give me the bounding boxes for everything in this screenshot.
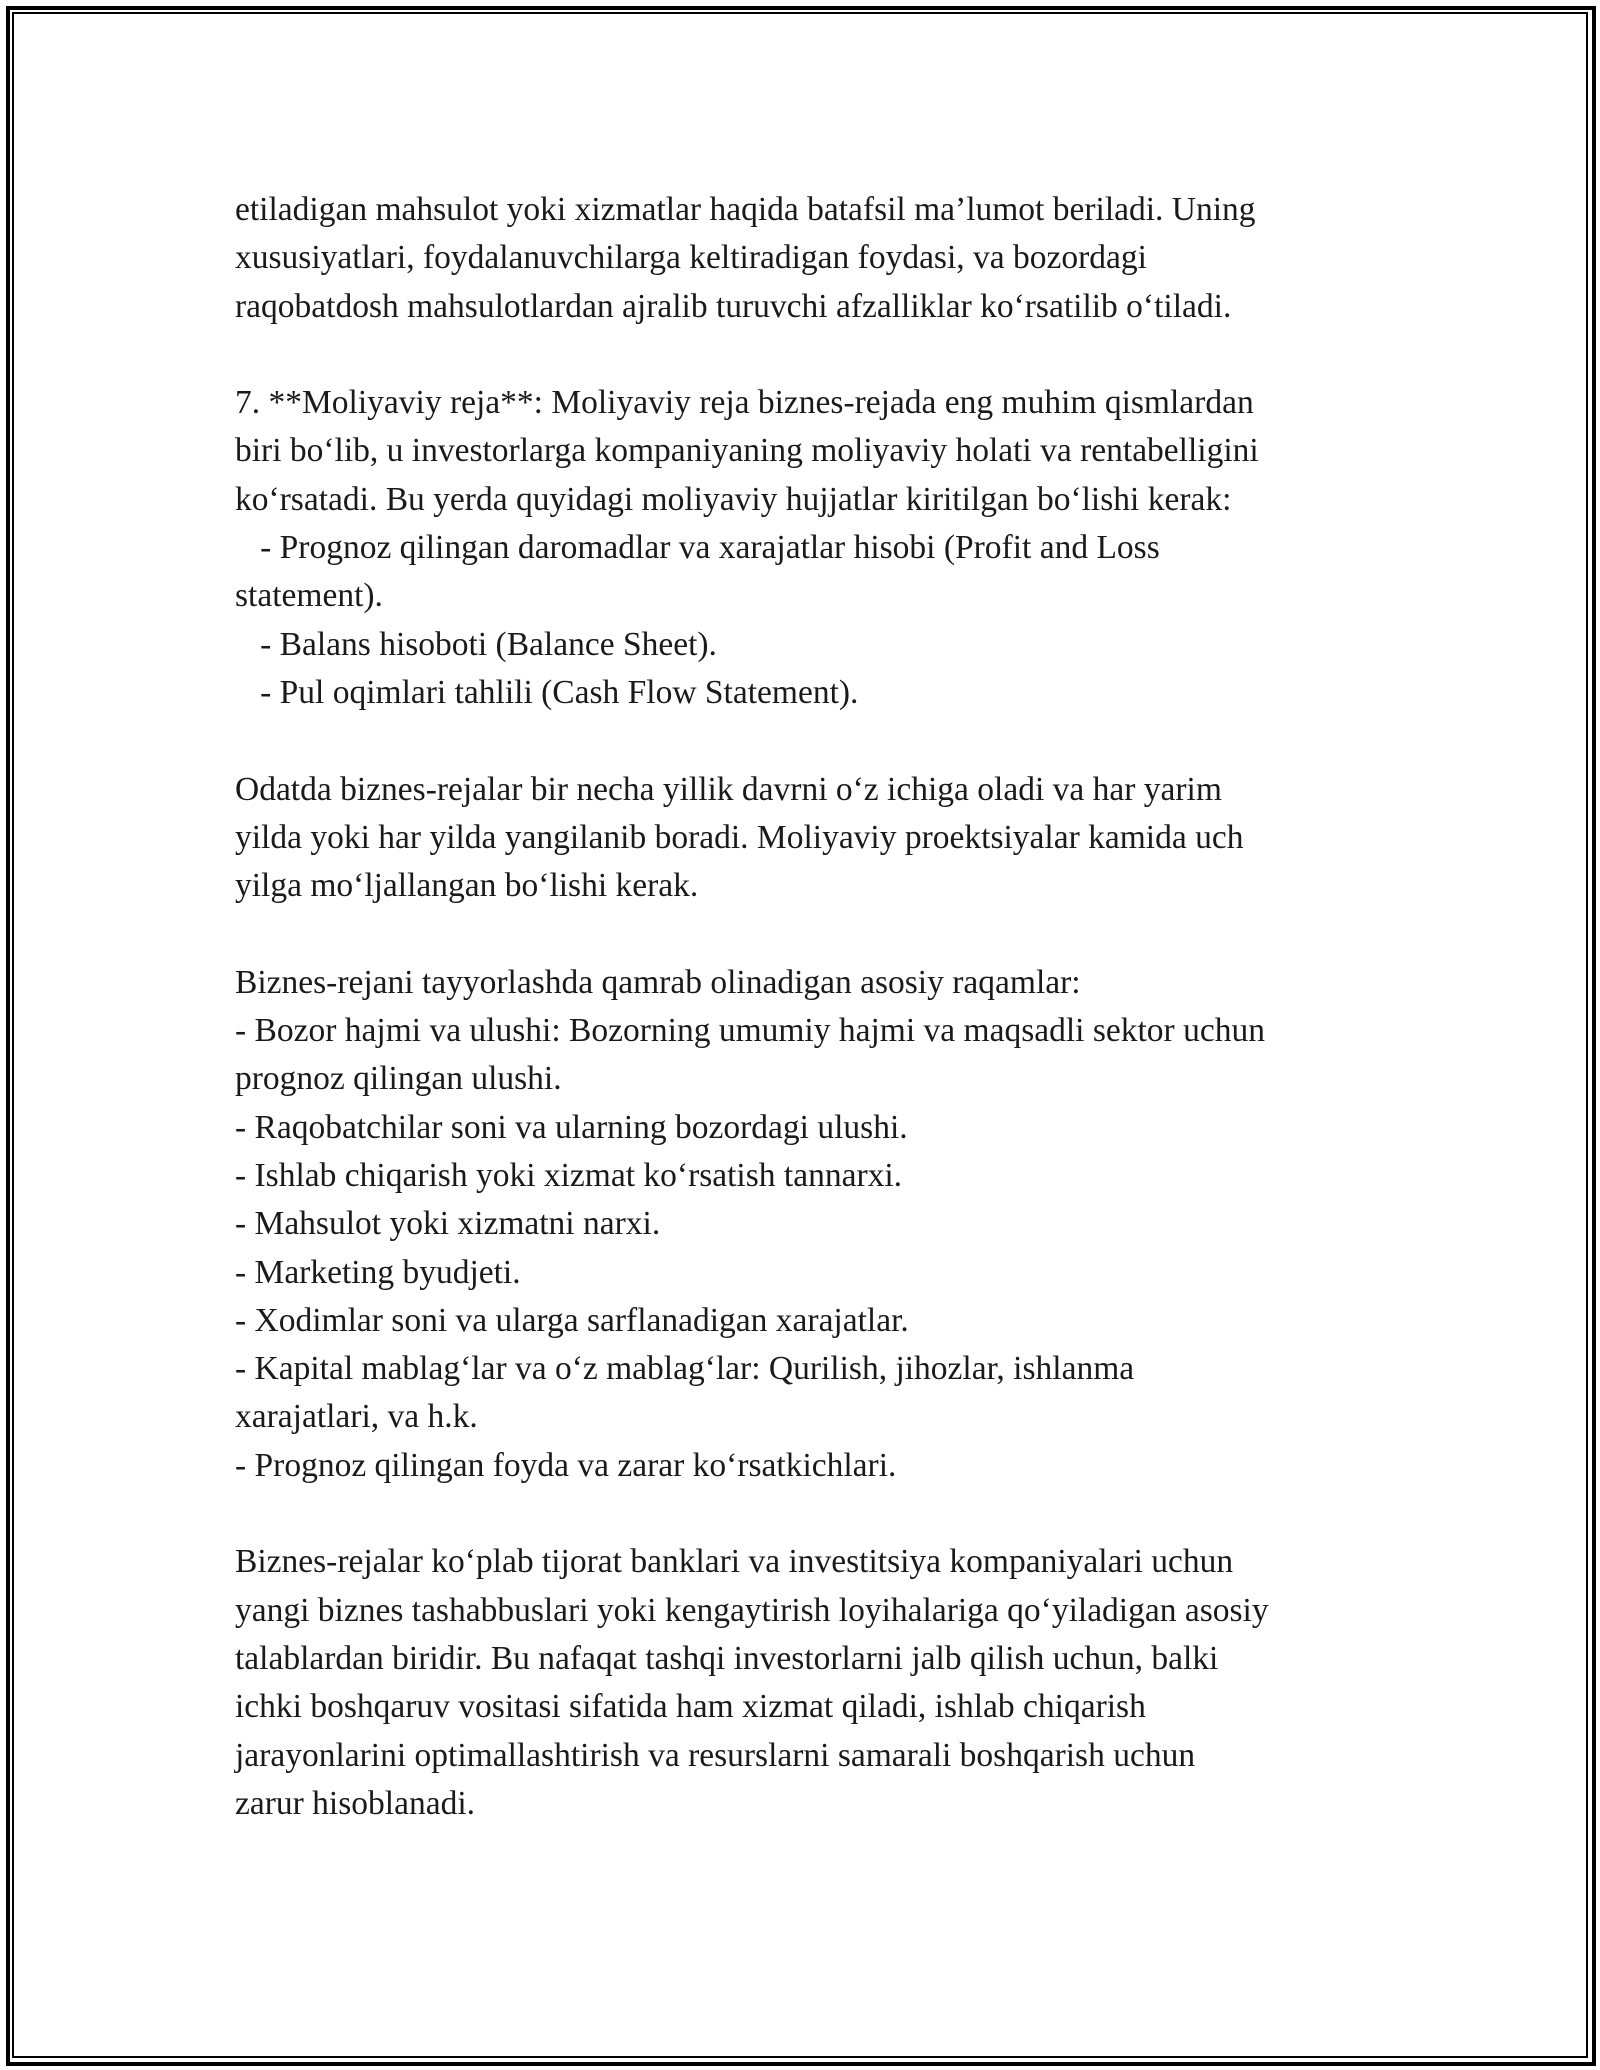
- paragraph-spacer: [235, 910, 1375, 958]
- paragraph-spacer: [235, 1490, 1375, 1538]
- text-line: ko‘rsatadi. Bu yerda quyidagi moliyaviy hujjatlar kiritilgan bo‘lishi kerak:: [235, 480, 1232, 518]
- text-line: xarajatlari, va h.k.: [235, 1398, 478, 1436]
- paragraph-conclusion: [235, 1538, 1375, 1828]
- list-item: - Marketing byudjeti.: [235, 1253, 521, 1291]
- text-line: talablardan biridir. Bu nafaqat tashqi investorlarni jalb qilish uchun, balki: [235, 1639, 1219, 1677]
- text-line: 7. **Moliyaviy reja**: Moliyaviy reja biznes-rejada eng muhim qismlardan: [235, 384, 1254, 422]
- text-line: Odatda biznes-rejalar bir necha yillik davrni o‘z ichiga oladi va har yarim: [235, 770, 1222, 808]
- text-line: ichki boshqaruv vositasi sifatida ham xizmat qiladi, ishlab chiqarish: [235, 1688, 1146, 1726]
- text-line: etiladigan mahsulot yoki xizmatlar haqida batafsil ma’lumot beriladi. Uning: [235, 191, 1256, 228]
- text-line: zarur hisoblanadi.: [235, 1784, 475, 1822]
- paragraph-spacer: [235, 717, 1375, 765]
- list-item: - Xodimlar soni va ularga sarflanadigan xarajatlar.: [235, 1301, 909, 1339]
- list-item: - Prognoz qilingan daromadlar va xarajatlar hisobi (Profit and Loss: [235, 529, 1160, 567]
- text-line: prognoz qilingan ulushi.: [235, 1060, 562, 1098]
- text-line: yangi biznes tashabbuslari yoki kengaytirish loyihalariga qo‘yiladigan asosiy: [235, 1591, 1269, 1629]
- text-line: biri bo‘lib, u investorlarga kompaniyaning moliyaviy holati va rentabelligini: [235, 432, 1259, 470]
- paragraph-spacer: [235, 331, 1375, 379]
- list-item: - Balans hisoboti (Balance Sheet).: [235, 625, 717, 663]
- text-line: statement).: [235, 577, 383, 615]
- text-line: Biznes-rejani tayyorlashda qamrab olinadigan asosiy raqamlar:: [235, 963, 1081, 1001]
- text-line: yilda yoki har yilda yangilanib boradi. Moliyaviy proektsiyalar kamida uch: [235, 818, 1244, 856]
- text-line: Biznes-rejalar ko‘plab tijorat banklari va investitsiya kompaniyalari uchun: [235, 1543, 1234, 1581]
- list-item: - Kapital mablag‘lar va o‘z mablag‘lar: Qurilish, jihozlar, ishlanma: [235, 1350, 1135, 1388]
- list-item: - Prognoz qilingan foyda va zarar ko‘rsatkichlari.: [235, 1446, 897, 1484]
- list-item: - Pul oqimlari tahlili (Cash Flow Statement).: [235, 673, 859, 711]
- list-item: - Raqobatchilar soni va ularning bozordagi ulushi.: [235, 1108, 908, 1146]
- paragraph-financial-plan: [235, 379, 1375, 717]
- paragraph-product-description: [235, 186, 1375, 331]
- text-line: jarayonlarini optimallashtirish va resurslarni samarali boshqarish uchun: [235, 1736, 1196, 1774]
- paragraph-key-figures: [235, 959, 1375, 1490]
- text-line: raqobatdosh mahsulotlardan ajralib turuvchi afzalliklar ko‘rsatilib o‘tiladi.: [235, 287, 1232, 325]
- paragraph-planning-period: [235, 766, 1375, 911]
- list-item: - Mahsulot yoki xizmatni narxi.: [235, 1205, 661, 1243]
- document-body: [235, 186, 1375, 1828]
- list-item: - Ishlab chiqarish yoki xizmat ko‘rsatish tannarxi.: [235, 1156, 903, 1194]
- text-line: yilga mo‘ljallangan bo‘lishi kerak.: [235, 867, 699, 905]
- list-item: - Bozor hajmi va ulushi: Bozorning umumiy hajmi va maqsadli sektor uchun: [235, 1012, 1265, 1050]
- text-line: xususiyatlari, foydalanuvchilarga keltiradigan foydasi, va bozordagi: [235, 239, 1147, 277]
